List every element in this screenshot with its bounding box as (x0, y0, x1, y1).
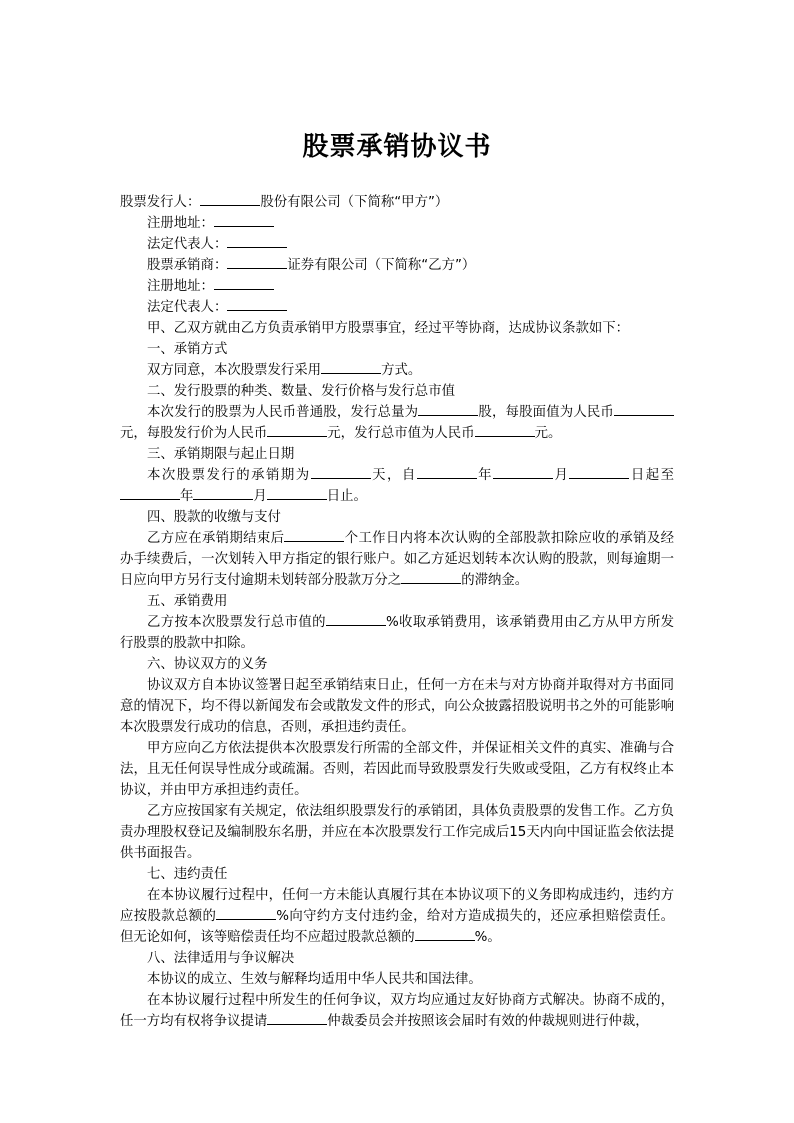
line-text: 在本协议履行过程中，任何一方未能认真履行其在本协议项下的义务即构成违约，违约方应按股款总额的 (120, 888, 674, 924)
line-text: 本协议的成立、生效与解释均适用中华人民共和国法律。 (147, 972, 482, 987)
line-text: 日止。 (326, 489, 367, 504)
line-text: 协议双方自本协议签署日起至承销结束日止，任何一方在未与对方协商并取得对方书面同意的情况下，均不得以新闻发布会或散发文件的形式，向公众披露招股说明书之外的可能影响本次股票发行成功的信息，否则，承担违约责任。 (120, 678, 674, 735)
blank-underline (321, 360, 381, 374)
document-line (120, 444, 674, 465)
line-text: %向守约方支付违约金，给对方造成损失的，还应承担赔偿责任。但无论如何，该等赔偿责任均不应超过股款总额的 (120, 909, 674, 945)
document-line (120, 969, 674, 990)
blank-underline (227, 255, 287, 269)
line-text: 仲裁委员会并按照该会届时有效的仲裁规则进行仲裁， (327, 1014, 649, 1029)
blank-underline (120, 486, 180, 500)
line-text: 二、发行股票的种类、数量、发行价格与发行总市值 (147, 384, 455, 399)
document-title: 股票承销协议书 (302, 132, 492, 162)
blank-underline (200, 192, 260, 206)
blank-underline (326, 612, 386, 626)
line-text: 本次股票发行的承销期为 (147, 468, 311, 483)
line-text: 方式。 (381, 363, 422, 378)
blank-underline (214, 213, 274, 227)
document-line (120, 339, 674, 360)
document-line (120, 864, 674, 885)
blank-underline (418, 402, 478, 416)
blank-underline (227, 297, 287, 311)
document-body (120, 192, 674, 1032)
document-line (120, 297, 674, 318)
document-line (120, 360, 674, 381)
line-text: 月 (553, 468, 570, 483)
document-line (120, 402, 674, 444)
line-text: 股份有限公司（下简称“甲方”） (260, 195, 449, 210)
document-line (120, 990, 674, 1032)
line-text: 证券有限公司（下简称“乙方”） (287, 258, 476, 273)
line-text: 股票承销商： (147, 258, 228, 273)
line-text: 的滞纳金。 (461, 573, 529, 588)
document-line (120, 948, 674, 969)
document-line (120, 192, 674, 213)
line-text: 元。 (534, 426, 562, 441)
line-text: %收取承销费用，该承销费用由乙方从甲方所发行股票的股款中扣除。 (120, 615, 674, 651)
blank-underline (193, 486, 253, 500)
line-text: 月 (253, 489, 267, 504)
blank-underline (284, 528, 344, 542)
line-text: 股，每股面值为人民币 (478, 405, 614, 420)
line-text: 甲方应向乙方依法提供本次股票发行所需的全部文件，并保证相关文件的真实、准确与合法，且无任何误导性成分或疏漏。否则，若因此而导致股票发行失败或受阻，乙方有权终止本协议，并由甲方承担违约责任。 (120, 741, 674, 798)
blank-underline (216, 906, 276, 920)
line-text: 注册地址： (147, 279, 214, 294)
line-text: 年 (476, 468, 494, 483)
line-text: 四、股款的收缴与支付 (147, 510, 281, 525)
line-text: 七、违约责任 (147, 867, 228, 882)
blank-underline (227, 234, 287, 248)
line-text: 八、法律适用与争议解决 (147, 951, 295, 966)
line-text: 甲、乙双方就由乙方负责承销甲方股票事宜，经过平等协商，达成协议条款如下： (147, 321, 630, 336)
line-text: 年 (180, 489, 194, 504)
line-text: %。 (474, 930, 501, 945)
blank-underline (417, 465, 477, 479)
document-line (120, 234, 674, 255)
line-text: 元，发行总市值为人民币 (327, 426, 475, 441)
blank-underline (415, 927, 475, 941)
document-line (120, 213, 674, 234)
document-line (120, 612, 674, 654)
blank-underline (569, 465, 629, 479)
blank-underline (267, 1011, 327, 1025)
line-text: 在本协议履行过程中所发生的任何争议，双方均应通过友好协商方式解决。协商不成的，任一方均有权将争议提请 (120, 993, 674, 1029)
document-line (120, 276, 674, 297)
document-line (120, 738, 674, 801)
document-line (120, 255, 674, 276)
line-text: 个工作日内将本次认购的全部股款扣除应收的承销及经办手续费后，一次划转入甲方指定的银行账户。如乙方延迟划转本次认购的股款，则每逾期一日应向甲方另行支付逾期未划转部分股款万分之 (120, 531, 675, 588)
document-line (120, 465, 674, 507)
line-text: 双方同意，本次股票发行采用 (147, 363, 322, 378)
line-text: 注册地址： (147, 216, 214, 231)
line-text: 五、承销费用 (147, 594, 228, 609)
blank-underline (214, 276, 274, 290)
blank-underline (311, 465, 371, 479)
line-text: 一、承销方式 (147, 342, 228, 357)
document-line (120, 591, 674, 612)
line-text: 三、承销期限与起止日期 (147, 447, 295, 462)
line-text: 本次发行的股票为人民币普通股，发行总量为 (147, 405, 419, 420)
line-text: 股票发行人： (120, 195, 201, 210)
line-text: 乙方应按国家有关规定，依法组织股票发行的承销团，具体负责股票的发售工作。乙方负责办理股权登记及编制股东名册，并应在本次股票发行工作完成后15天内向中国证监会依法提供书面报告。 (120, 804, 674, 861)
line-text: 法定代表人： (147, 237, 228, 252)
document-line (120, 654, 674, 675)
line-text: 元，每股发行价为人民币 (120, 426, 268, 441)
blank-underline (267, 486, 327, 500)
line-text: 乙方按本次股票发行总市值的 (147, 615, 326, 630)
document-line (120, 381, 674, 402)
blank-underline (401, 570, 461, 584)
blank-underline (614, 402, 674, 416)
line-text: 乙方应在承销期结束后 (147, 531, 285, 546)
document-line (120, 318, 674, 339)
document-line (120, 528, 674, 591)
document-line (120, 801, 674, 864)
blank-underline (475, 423, 535, 437)
document-line (120, 885, 674, 948)
line-text: 天，自 (370, 468, 417, 483)
document-line (120, 507, 674, 528)
line-text: 日起至 (629, 468, 675, 483)
blank-underline (493, 465, 553, 479)
line-text: 法定代表人： (147, 300, 228, 315)
blank-underline (267, 423, 327, 437)
line-text: 六、协议双方的义务 (147, 657, 268, 672)
document-line (120, 675, 674, 738)
